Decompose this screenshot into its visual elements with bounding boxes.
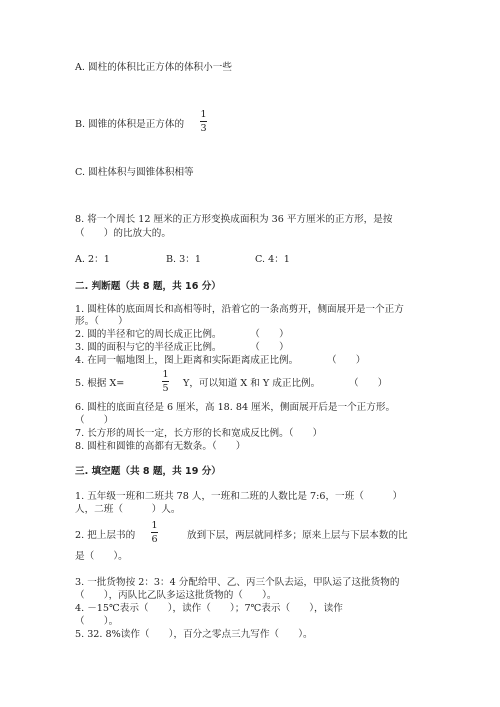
judge-q5-prefix: 5. 根据 X=	[75, 378, 125, 389]
fill-q4-line2: （ ）。	[75, 616, 119, 627]
fraction-denominator: 6	[151, 534, 158, 545]
fraction-one-sixth	[151, 520, 158, 545]
fill-q5: 5. 32. 8%读作（ ），百分之零点三九写作（ ）。	[75, 629, 313, 640]
fraction-one-fifth	[162, 369, 169, 394]
fraction-bar	[151, 532, 158, 533]
fill-q2-prefix: 2. 把上层书的	[75, 530, 136, 541]
judge-q1-line1: 1. 圆柱体的底面周长和高相等时，沿着它的一条高剪开，侧面展开是一个正方	[75, 304, 404, 315]
fraction-numerator: 1	[162, 369, 169, 380]
judge-q5-suffix: Y，可以知道 X 和 Y 成正比例。 （ ）	[183, 378, 388, 389]
q8-option-c: C. 4：1	[255, 254, 290, 265]
fraction-bar	[162, 381, 169, 382]
option-a: A. 圆柱的体积比正方体的体积小一些	[75, 62, 232, 73]
judge-q6-line2: （ ）	[75, 415, 114, 426]
fraction-denominator: 3	[200, 123, 207, 134]
option-c: C. 圆柱体积与圆锥体积相等	[75, 167, 194, 178]
q8-option-b: B. 3：1	[166, 254, 201, 265]
question-8-line2: （ ）的比放大的。	[75, 228, 171, 239]
option-b: B. 圆锥的体积是正方体的	[75, 119, 185, 130]
fill-q1-line2: 人，二班（ ）人。	[75, 504, 181, 515]
question-8-line1: 8. 将一个周长 12 厘米的正方形变换成面积为 36 平方厘米的正方形，是按	[75, 214, 393, 225]
fraction-bar	[200, 121, 207, 122]
fill-q3-line1: 3. 一批货物按 2：3：4 分配给甲、乙、丙三个队去运，甲队运了这批货物的	[75, 577, 400, 588]
fill-q1-line1: 1. 五年级一班和二班共 78 人，一班和二班的人数比是 7:6，一班（ ）	[75, 491, 403, 502]
section-title-judgement: 二. 判断题（共 8 题，共 16 分）	[75, 281, 221, 292]
fill-q3-line2: （ ），丙队比乙队多运这批货物的（ ）。	[75, 590, 277, 601]
judge-q6-line1: 6. 圆柱的底面直径是 6 厘米，高 18. 84 厘米，侧面展开后是一个正方形。	[75, 402, 396, 413]
q8-option-a: A. 2：1	[75, 254, 110, 265]
fraction-denominator: 5	[162, 383, 169, 394]
judge-q4: 4. 在同一幅地图上，图上距离和实际距离成正比例。 （ ）	[75, 355, 366, 366]
section-title-fill-in: 三. 填空题（共 8 题，共 19 分）	[75, 466, 221, 477]
judge-q1-line2: 形。（ ）	[75, 316, 128, 327]
judge-q3: 3. 圆的面积与它的半径成正比例。 （ ）	[75, 342, 289, 353]
fill-q2-suffix: 放到下层，两层就同样多；原来上层与下层本数的比	[187, 530, 408, 541]
fraction-one-third	[200, 109, 207, 134]
judge-q8: 8. 圆柱和圆锥的高都有无数条。（ ）	[75, 441, 246, 452]
fill-q4-line1: 4. －15℃表示（ ），读作（ ）；7℃表示（ ），读作	[75, 603, 343, 614]
judge-q7: 7. 长方形的周长一定，长方形的长和宽成反比例。（ ）	[75, 428, 323, 439]
fill-q2-line2: 是（ ）。	[75, 551, 128, 562]
judge-q2: 2. 圆的半径和它的周长成正比例。 （ ）	[75, 329, 289, 340]
fraction-numerator: 1	[151, 520, 158, 531]
fraction-numerator: 1	[200, 109, 207, 120]
